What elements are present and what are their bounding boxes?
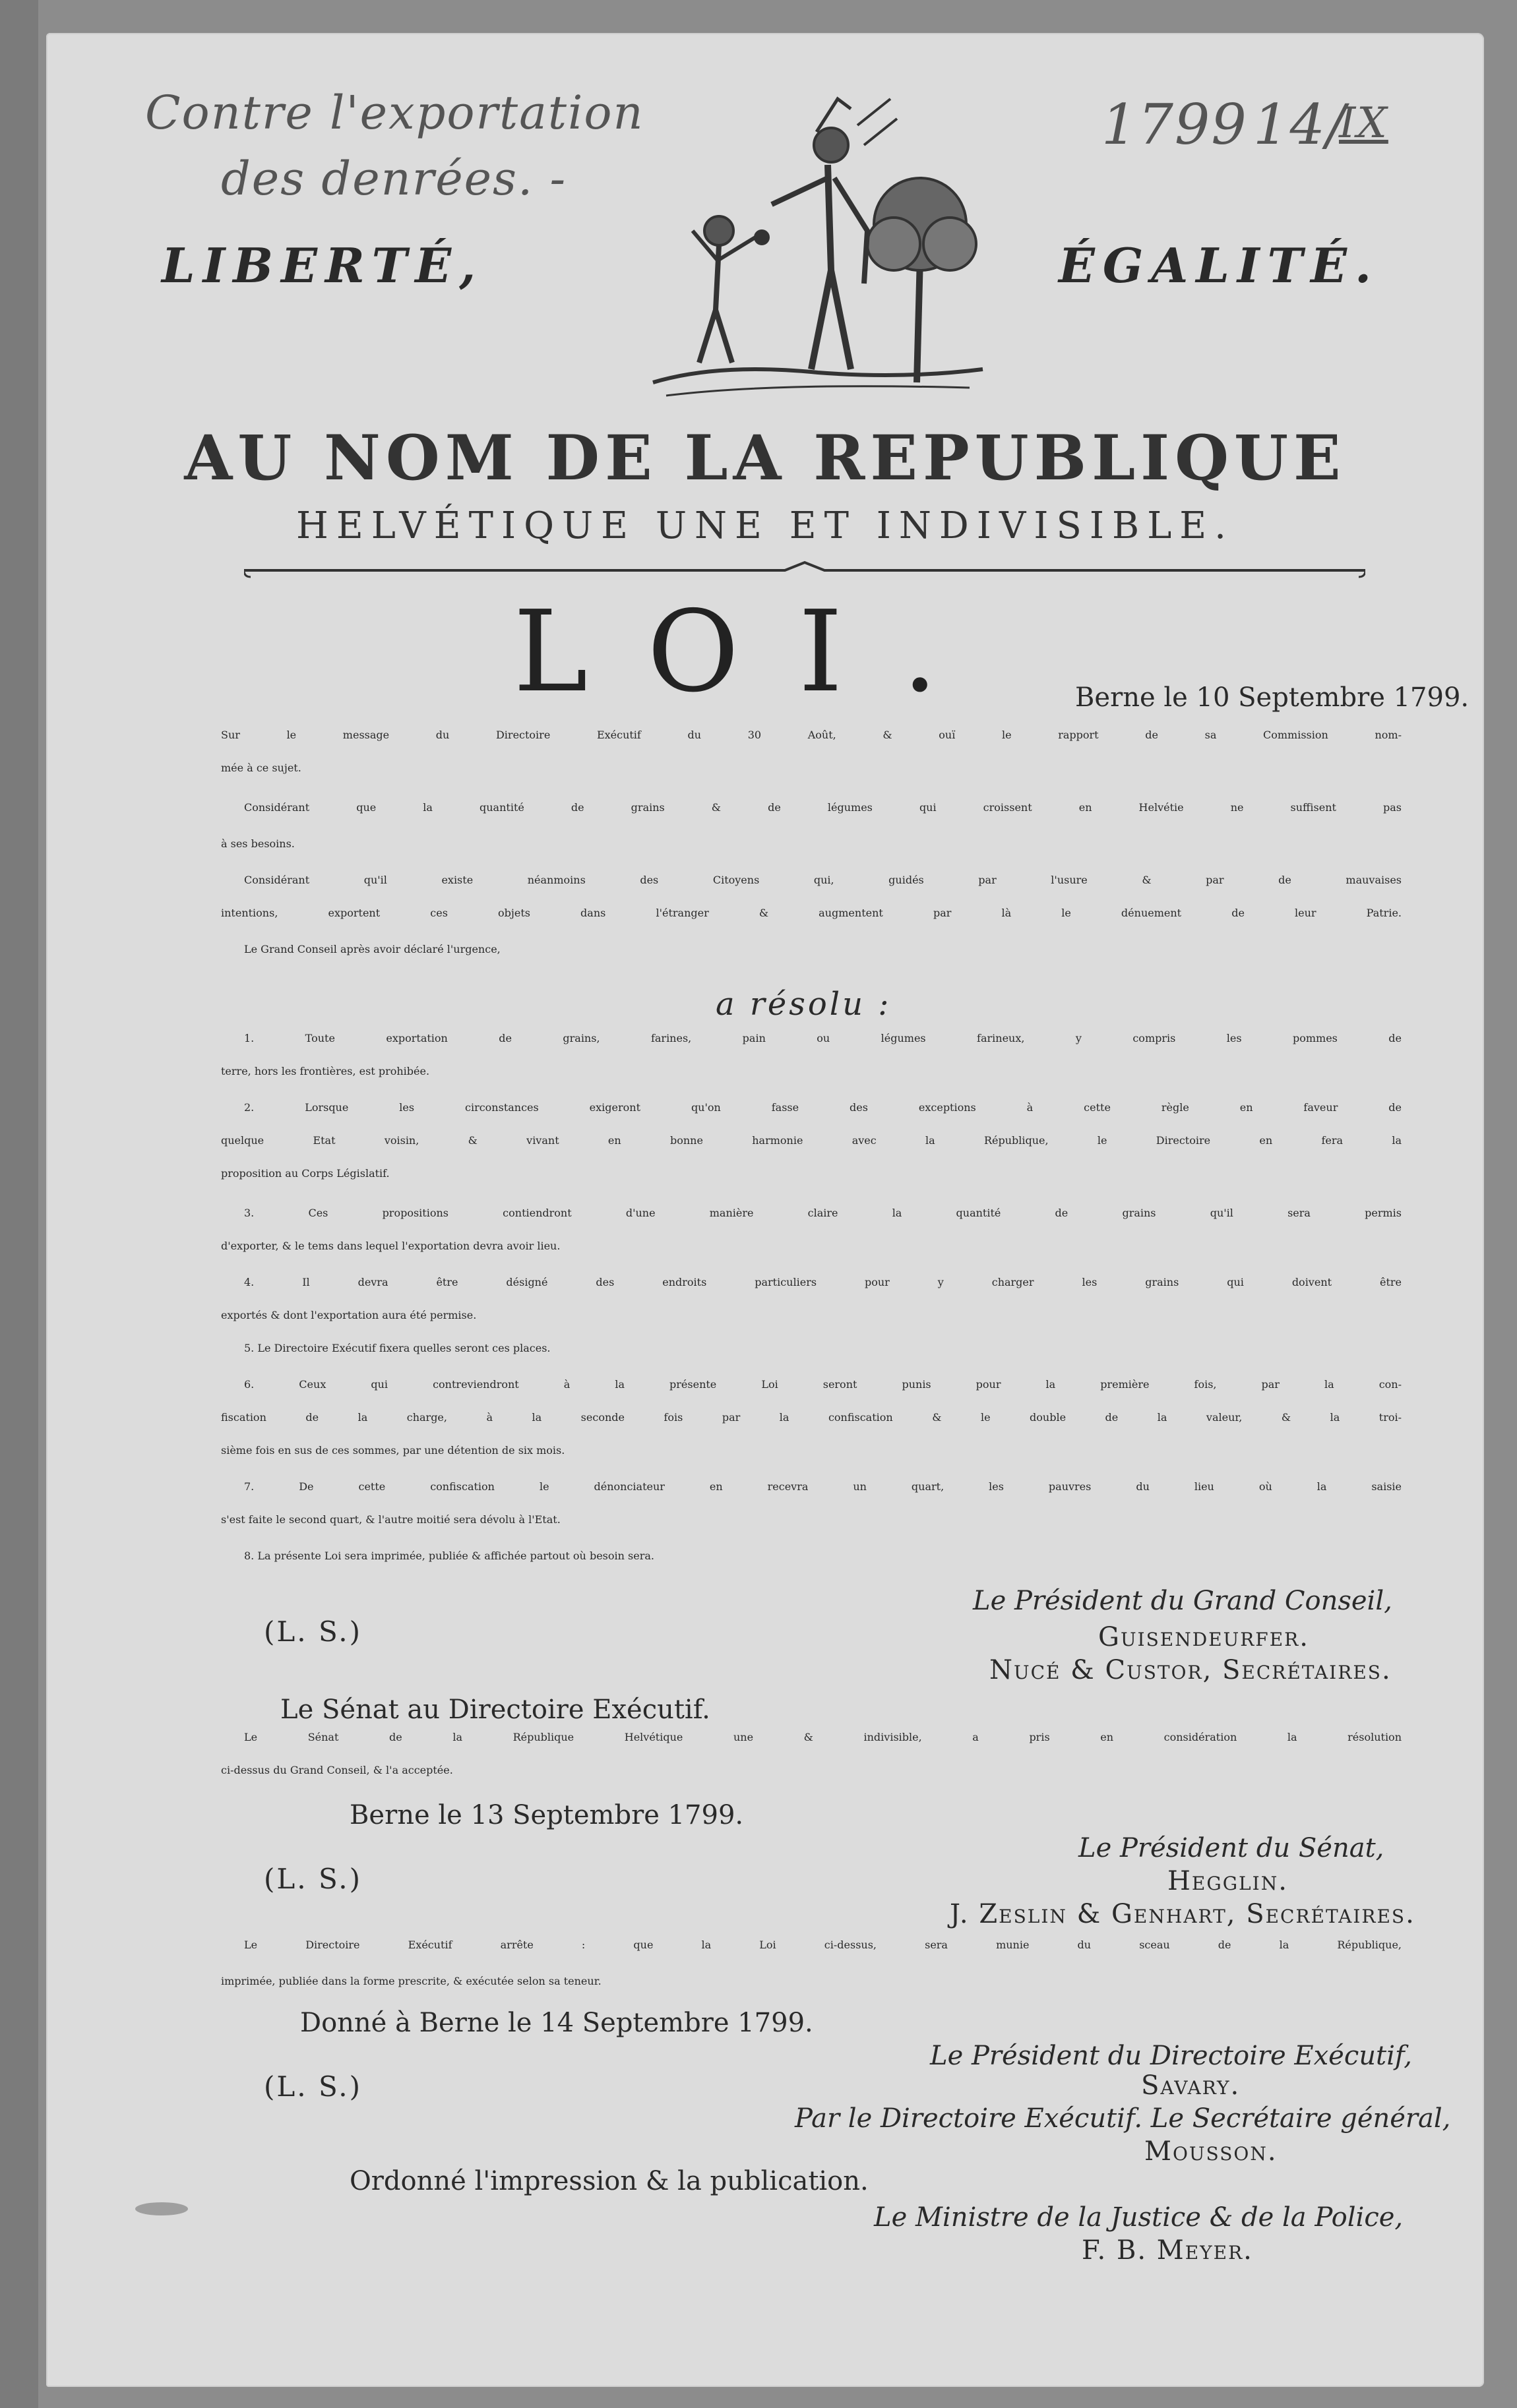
senat-text-line: Le Sénat de la République Helvétique une & indivisible, a pris en considération la résolution (244, 1731, 1402, 1743)
ministre-name: F. B. Meyer. (1082, 2235, 1253, 2266)
directoire-secretaire-label: Par le Directoire Exécutif. Le Secrétaire général, (795, 2103, 1451, 2134)
republic-heading: AU NOM DE LA REPUBLIQUE (184, 422, 1346, 495)
senat-text-line: ci-dessus du Grand Conseil, & l'a acceptée. (221, 1764, 453, 1776)
article-line: 1. Toute exportation de grains, farines, pain ou légumes farineux, y compris les pommes de (244, 1032, 1402, 1044)
helvetique-subheading: HELVÉTIQUE UNE ET INDIVISIBLE. (296, 504, 1234, 547)
article-line: 6. Ceux qui contreviendront à la présente Loi seront punis pour la première fois, par la con- (244, 1378, 1402, 1391)
handwritten-note-line2: des denrées. - (221, 152, 567, 206)
senat-president-name: Hegglin. (1167, 1866, 1288, 1896)
senat-secretaires: J. Zeslin & Genhart, Secrétaires. (950, 1899, 1415, 1929)
seal-ls: (L. S.) (264, 1863, 362, 1895)
motto-liberte: LIBERTÉ, (162, 237, 484, 293)
handwritten-note-line1: Contre l'exportation (145, 86, 644, 140)
preamble-line: Le Grand Conseil après avoir déclaré l'urgence, (244, 943, 501, 955)
resolu-heading: a résolu : (716, 986, 892, 1023)
grand-conseil-secretaires: Nucé & Custor, Secrétaires. (989, 1655, 1392, 1685)
article-line: fiscation de la charge, à la seconde fois par la confiscation & le double de la valeur, & la troi- (221, 1411, 1402, 1424)
article-line: d'exporter, & le tems dans lequel l'exportation devra avoir lieu. (221, 1240, 561, 1252)
seal-ls: (L. S.) (264, 1615, 362, 1648)
william-tell-vignette (640, 73, 996, 415)
directoire-president-label: Le Président du Directoire Exécutif, (930, 2041, 1412, 2071)
preamble-line: intentions, exportent ces objets dans l'étranger & augmentent par là le dénuement de leur Patrie. (221, 907, 1402, 919)
handwritten-year: 1799 (1101, 92, 1248, 157)
ornamental-rule (244, 557, 1365, 584)
handwritten-number: 14/ (1253, 92, 1347, 157)
preamble-line: à ses besoins. (221, 837, 295, 850)
preamble-line: Considérant qu'il existe néanmoins des Citoyens qui, guidés par l'usure & par de mauvaises (244, 874, 1402, 886)
law-title: LOI. (513, 587, 997, 717)
motto-egalite: ÉGALITÉ. (1059, 237, 1380, 293)
ordonne-publication: Ordonné l'impression & la publication. (350, 2166, 869, 2196)
article-line: 5. Le Directoire Exécutif fixera quelles seront ces places. (244, 1342, 551, 1354)
preamble-line: Sur le message du Directoire Exécutif du 30 Août, & ouï le rapport de sa Commission nom- (221, 729, 1402, 741)
article-line: exportés & dont l'exportation aura été permise. (221, 1309, 477, 1321)
article-line: s'est faite le second quart, & l'autre moitié sera dévolu à l'Etat. (221, 1513, 561, 1526)
document-page (46, 33, 1484, 2387)
article-line: 8. La présente Loi sera imprimée, publiée & affichée partout où besoin sera. (244, 1550, 654, 1562)
directoire-date: Donné à Berne le 14 Septembre 1799. (300, 2008, 813, 2038)
senat-heading: Le Sénat au Directoire Exécutif. (280, 1695, 710, 1725)
seal-ls: (L. S.) (264, 2070, 362, 2103)
senat-president-label: Le Président du Sénat, (1078, 1833, 1384, 1863)
ink-smudge (135, 2202, 188, 2215)
grand-conseil-president-label: Le Président du Grand Conseil, (973, 1586, 1392, 1616)
article-line: sième fois en sus de ces sommes, par une détention de six mois. (221, 1444, 565, 1457)
senat-date: Berne le 13 Septembre 1799. (350, 1800, 744, 1830)
article-line: proposition au Corps Législatif. (221, 1167, 390, 1180)
law-date: Berne le 10 Septembre 1799. (1075, 682, 1470, 713)
book-binding-edge (0, 0, 38, 2408)
grand-conseil-president-name: Guisendeurfer. (1098, 1622, 1309, 1652)
preamble-line: Considérant que la quantité de grains & de légumes qui croissent en Helvétie ne suffisent pas (244, 801, 1402, 814)
article-line: 2. Lorsque les circonstances exigeront qu'on fasse des exceptions à cette règle en faveur de (244, 1101, 1402, 1114)
ministre-label: Le Ministre de la Justice & de la Police, (874, 2202, 1404, 2233)
article-line: terre, hors les frontières, est prohibée. (221, 1065, 430, 1077)
directoire-secretaire-name: Mousson. (1144, 2136, 1278, 2167)
preamble-line: mée à ce sujet. (221, 762, 301, 774)
article-line: 3. Ces propositions contiendront d'une manière claire la quantité de grains qu'il sera permis (244, 1207, 1402, 1219)
article-line: 7. De cette confiscation le dénonciateur en recevra un quart, les pauvres du lieu où la saisie (244, 1480, 1402, 1493)
directoire-president-name: Savary. (1141, 2070, 1241, 2101)
handwritten-roman-numeral: IX (1339, 99, 1388, 148)
directoire-text-line: imprimée, publiée dans la forme prescrite, & exécutée selon sa teneur. (221, 1975, 602, 1987)
article-line: quelque Etat voisin, & vivant en bonne harmonie avec la République, le Directoire en fera la (221, 1134, 1402, 1147)
directoire-text-line: Le Directoire Exécutif arrête : que la Loi ci-dessus, sera munie du sceau de la République, (244, 1939, 1402, 1951)
article-line: 4. Il devra être désigné des endroits particuliers pour y charger les grains qui doivent être (244, 1276, 1402, 1288)
